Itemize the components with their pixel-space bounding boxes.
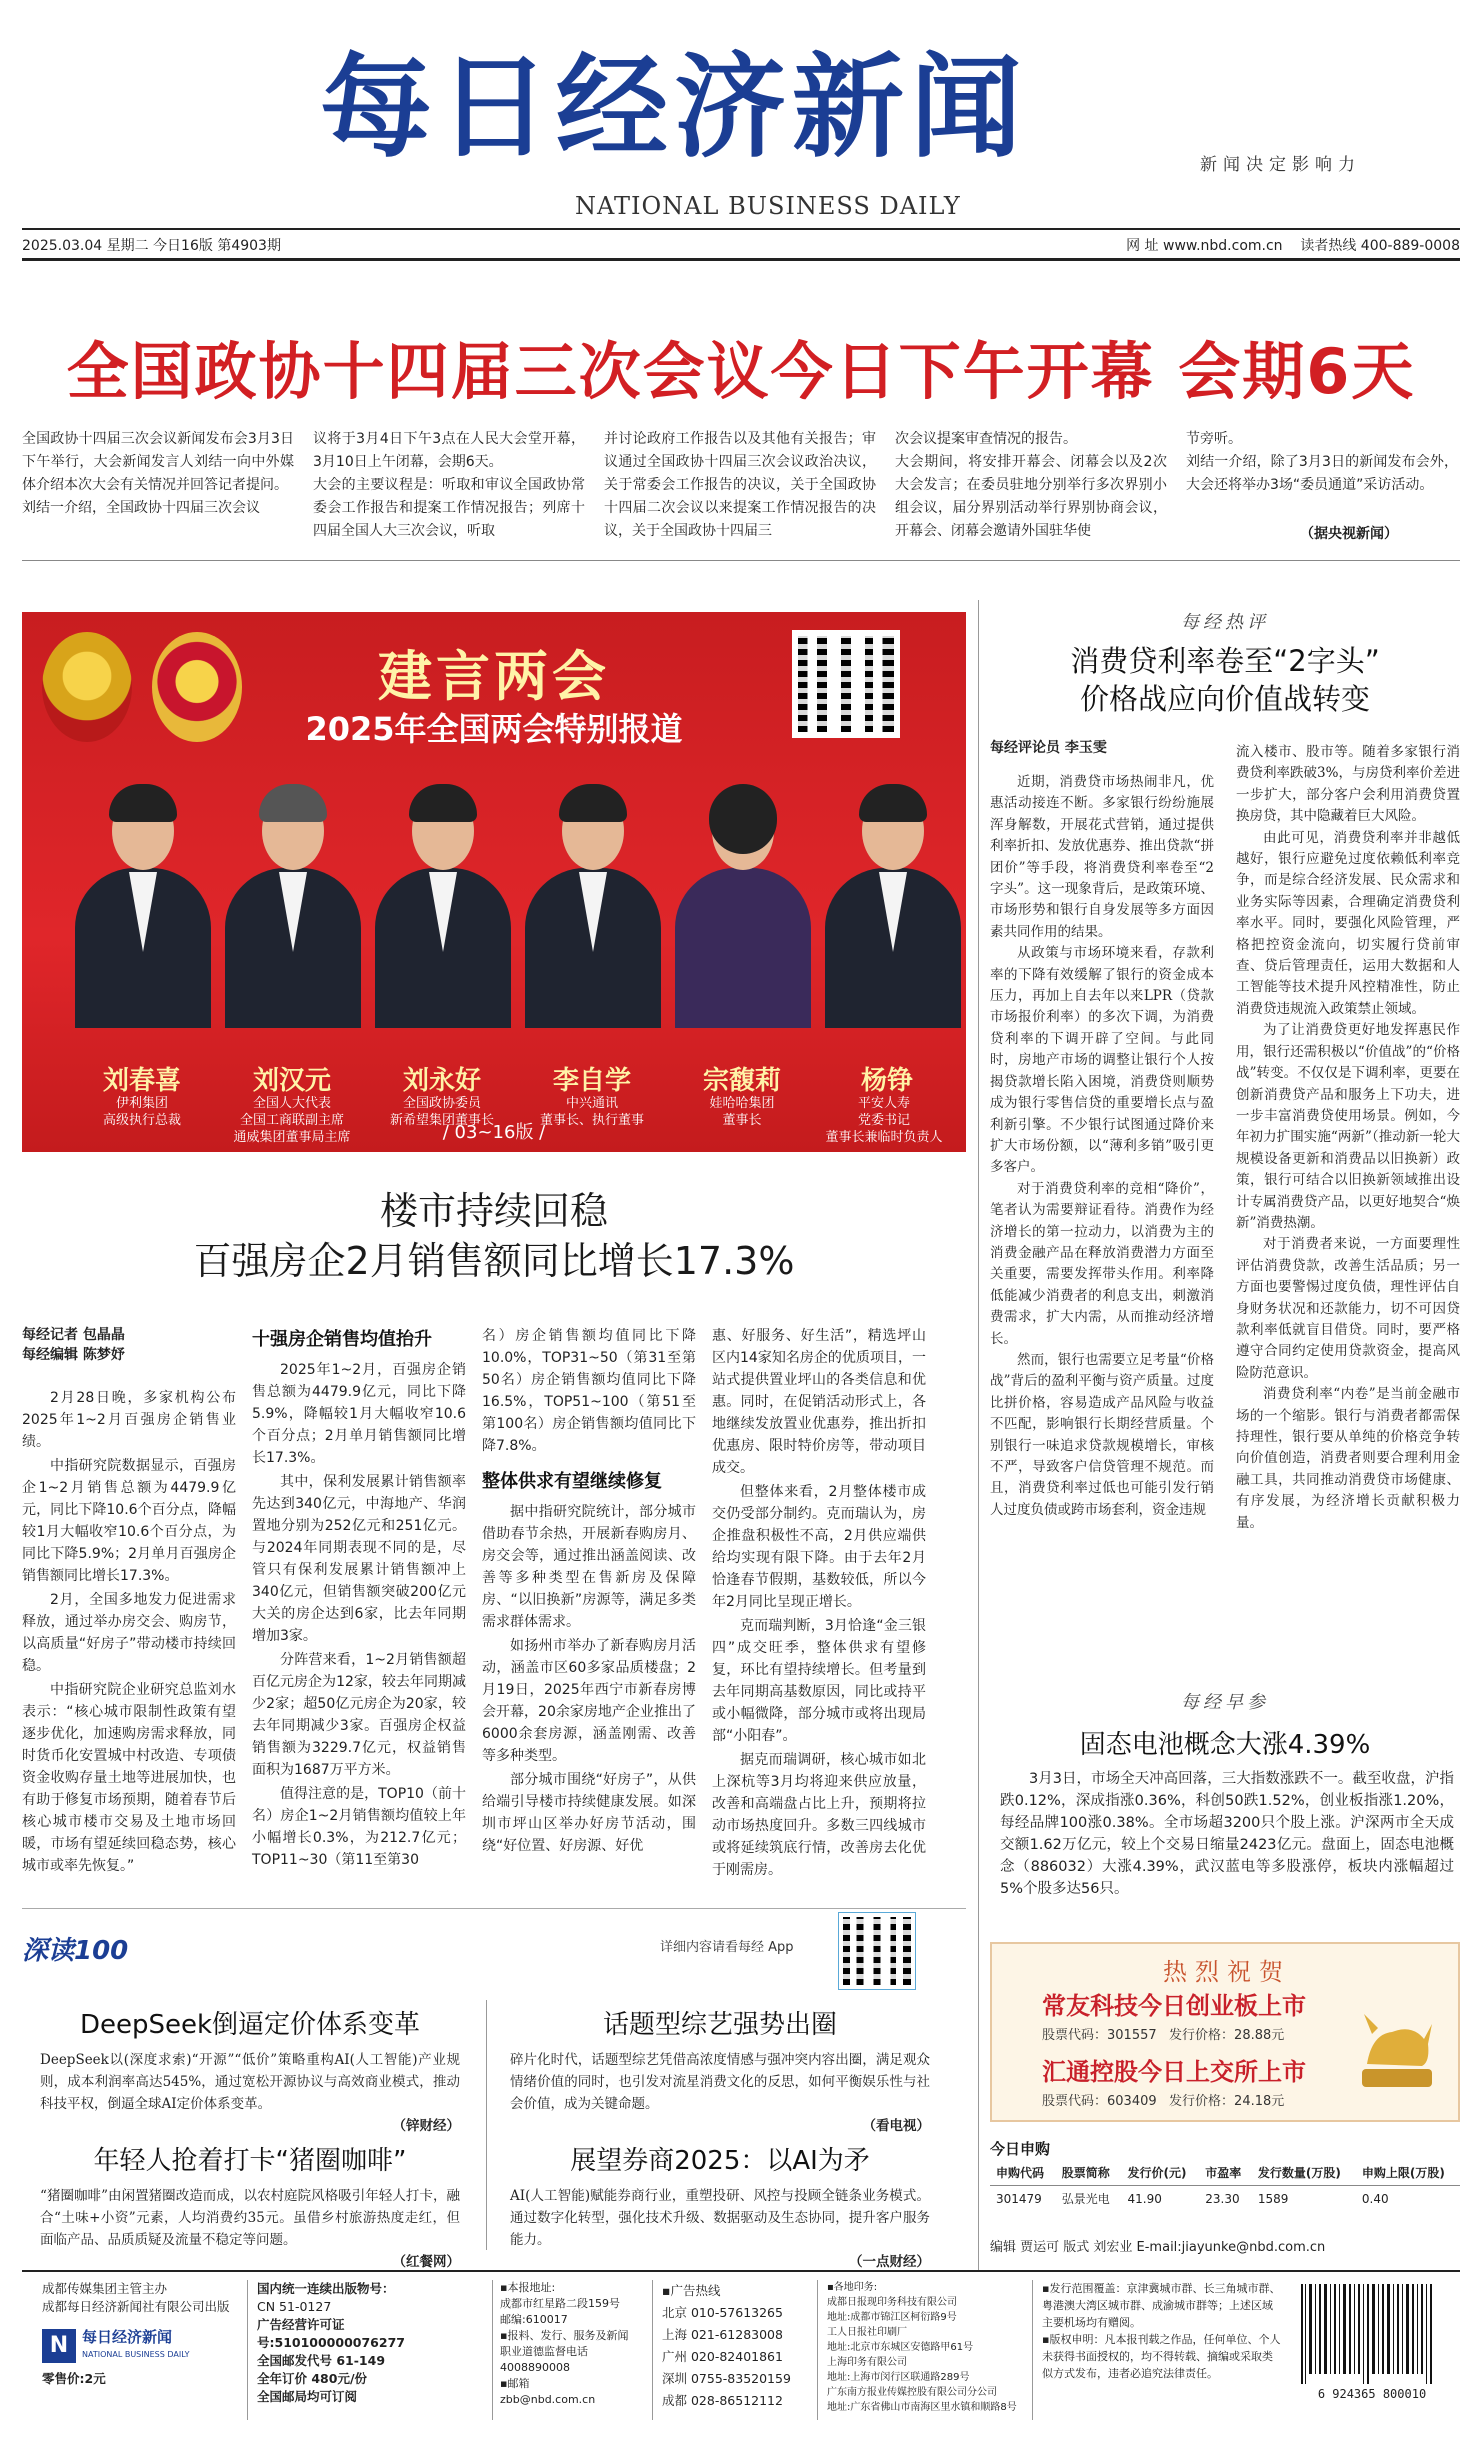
paragraph: 2月，全国多地发力促进需求释放，通过举办房交会、购房节，以高质量“好房子”带动楼市持续回稳。 [22, 1592, 236, 1674]
footer-line: 广告经营许可证号:510100000076277 [257, 2317, 405, 2350]
footer-line: 深圳 0755-83520159 [662, 2371, 791, 2386]
footer-price: 零售价:2元 [42, 2371, 106, 2386]
paragraph: 中指研究院数据显示，百强房企1~2月销售总额为4479.9亿元，同比下降10.6个百分点，降幅较1月大幅收窄10.6个百分点，为同比下降5.9%；2月单月百强房企销售额同比增长17.3%。 [22, 1458, 236, 1584]
person-org: 平安人寿 党委书记 董事长兼临时负责人 [825, 1096, 943, 1145]
person-name: 李自学 [552, 1066, 631, 1096]
footer-email[interactable]: zbb@nbd.com.cn [500, 2393, 596, 2406]
stock-code: 股票代码：603409 [1042, 2094, 1157, 2109]
shendu-item-4[interactable] [510, 2140, 930, 2273]
masthead-title: 每日经济新闻 [320, 42, 1028, 173]
footer-line: 广州 020-82401861 [662, 2349, 783, 2364]
promo-banner[interactable] [22, 612, 966, 1152]
ipo-table-wrap [990, 2160, 1460, 2211]
lead-col-3: 并讨论政府工作报告以及其他有关报告；审议通过全国政协十四届三次会议政治决议，关于常委会工作报告的决议，关于全国政协十四届二次会议以来提案工作情况报告的决议，关于全国政协十四届三 [604, 431, 876, 539]
footer-printing [827, 2280, 1027, 2415]
person-photo [517, 772, 667, 1062]
website[interactable]: 网 址 www.nbd.com.cn [1126, 238, 1283, 254]
byline-editor: 每经编辑 陈梦妤 [22, 1347, 125, 1363]
person-photo [67, 772, 217, 1062]
stock-price: 发行价格：24.18元 [1169, 2094, 1285, 2109]
lead-col-2: 议将于3月4日下午3点在人民大会堂开幕，3月10日上午闭幕，会期6天。 大会的主要议程是：听取和审议全国政协常委会工作报告和提案工作情况报告；列席十四届全国人大三次会议，听取 [313, 431, 585, 539]
header-rule [22, 228, 1460, 230]
ipo-header: 申购上限(万股) [1356, 2160, 1460, 2186]
footer-line: 全国邮发代号 61-149 [257, 2353, 386, 2368]
footer-line: ▪邮箱 [500, 2377, 530, 2390]
footer-line: 全国邮局均可订阅 [257, 2389, 358, 2404]
stock-ad-item1-title: 常友科技今日创业板上市 [1042, 1992, 1306, 2020]
footer-line: 工人日报社印刷厂 [827, 2327, 907, 2338]
property-col-4 [712, 1325, 926, 1883]
morning-label: 每经早参 [1181, 1692, 1269, 1713]
person-name: 刘春喜 [102, 1066, 181, 1096]
barcode-icon [1297, 2284, 1447, 2404]
person-photo [817, 772, 957, 1062]
stock-ad-item2-info [1042, 2090, 1284, 2109]
person-name: 刘汉元 [252, 1066, 331, 1096]
shendu-item-2[interactable] [510, 2004, 930, 2137]
shendu-item-source: （看电视） [862, 2118, 930, 2134]
footer-line: 职业道德监督电话 [500, 2345, 588, 2358]
person-name: 刘永好 [402, 1066, 481, 1096]
lead-source: （据央视新闻） [1300, 526, 1398, 542]
site-info [1126, 235, 1460, 255]
stock-ad-item2-title: 汇通控股今日上交所上市 [1042, 2058, 1306, 2086]
footer-ad-hotline [662, 2280, 812, 2412]
morning-title[interactable]: 固态电池概念大涨4.39% [1079, 1730, 1371, 1760]
shendu-item-body: DeepSeek以(深度求索)“开源”“低价”策略重构AI(人工智能)产业规则，成本利润率高达545%，通过宽松开源协议与高效商业模式，推动科技平权，倒逼全球AI定价体系变革。 [40, 2052, 460, 2112]
footer-line: 地址:上海市闵行区联通路289号 [827, 2372, 970, 2383]
footer-line: 地址:成都市锦江区柯衍路9号 [827, 2312, 957, 2323]
commentary-label: 每经热评 [1181, 612, 1269, 633]
shendu-item-body: AI(人工智能)赋能券商行业，重塑投研、风控与投顾全链条业务模式。通过数字化转型，强化技术升级、数据驱动及生态协同，提升客户服务能力。 [510, 2188, 930, 2248]
commentary-title[interactable] [990, 642, 1460, 718]
paragraph: 值得注意的是，TOP10（前十名）房企1~2月销售额均值较上年小幅增长0.3%，为212.7亿元；TOP11~30（第11至第30 [252, 1786, 466, 1868]
footer-line: CN 51-0127 [257, 2299, 332, 2314]
footer-line: ▪版权申明：凡本报刊载之作品，任何单位、个人未获得书面授权的，均不得转载、摘编或采取类似方式发布，违者必追究法律责任。 [1042, 2333, 1281, 2380]
title-line: 消费贷利率卷至“2字头” [1070, 644, 1380, 678]
paragraph: 近期，消费贷市场热闹非凡，优惠活动接连不断。多家银行纷纷施展浑身解数，开展花式营销，通过提供利率折扣、发放优惠券、推出贷款“拼团价”等手段，将消费贷利率卷至“2字头”。这一现象背后，是政策环境、市场形势和银行自身发展等多方面因素共同作用的结果。 [990, 774, 1214, 940]
lead-col-5: 节旁听。 刘结一介绍，除了3月3日的新闻发布会外，大会还将举办3场“委员通道”采访活动。 [1186, 431, 1458, 493]
paragraph: 部分城市围绕“好房子”，从供给端引导楼市持续健康发展。如深圳市坪山区举办好房节活动，围绕“好位置、好房源、好优 [482, 1772, 696, 1854]
paragraph: 如扬州市举办了新春购房月活动，涵盖市区60多家品质楼盘；2月19日，2025年西宁市新春房博会开幕，20余家房地产企业推出了6000余套房源，涵盖刚需、改善等多种类型。 [482, 1638, 696, 1764]
footer-divider [247, 2280, 248, 2420]
ipo-cell: 1589 [1257, 2191, 1289, 2206]
promo-qr-code-icon[interactable] [792, 630, 900, 738]
ipo-cell: 301479 [996, 2191, 1042, 2206]
lead-col-1: 全国政协十四届三次会议新闻发布会3月3日下午举行，大会新闻发言人刘结一向中外媒体介绍本次大会有关情况并回答记者提问。 刘结一介绍，全国政协十四届三次会议 [22, 431, 294, 516]
footer-logo-en: NATIONAL BUSINESS DAILY [82, 2350, 190, 2359]
footer-line: ▪报料、发行、服务及新闻 [500, 2329, 629, 2342]
shendu-item-title: DeepSeek倒逼定价体系变革 [79, 2010, 421, 2040]
hotline: 读者热线 400-889-0008 [1300, 238, 1460, 254]
shendu-item-source: （锌财经） [392, 2118, 460, 2134]
byline-reporter: 每经记者 包晶晶 [22, 1327, 125, 1343]
person-photo [367, 772, 517, 1062]
ipo-header: 股票简称 [1056, 2160, 1122, 2186]
shendu-item-source: （一点财经） [849, 2254, 930, 2270]
morning-body: 3月3日，市场全天冲高回落，三大指数涨跌不一。截至收盘，沪指跌0.12%，深成指涨0.36%，科创50跌1.52%，创业板指涨1.20%，每经品牌100涨0.38%。全市场超3200只个股上涨。沪深两市全天成交额1.62万亿元，较上个交易日缩量2423亿元。盘面上，固态电池概念（886032）大涨4.39%，武汉蓝电等多股涨停，板块内涨幅超过5%个股多达56只。 [1000, 1771, 1454, 1897]
property-article-title[interactable] [22, 1186, 966, 1286]
footer-divider [817, 2280, 818, 2420]
ipo-cell: 23.30 [1205, 2191, 1240, 2206]
footer-line: 成都 028-86512112 [662, 2393, 783, 2408]
paragraph: 分阵营来看，1~2月销售额超百亿元房企为12家，较去年同期减少2家；超50亿元房企为20家，较去年同期减少3家。百强房企权益销售额为3229.7亿元，权益销售面积为1687万平方米。 [252, 1652, 466, 1778]
shendu-item-title: 年轻人抢着打卡“猪圈咖啡” [93, 2146, 407, 2176]
paragraph: 从政策与市场环境来看，存款利率的下降有效缓解了银行的资金成本压力，再加上自去年以来LPR（贷款市场报价利率）的多次下调，为消费贷利率的下调开辟了空间。与此同时，房地产市场的调整让银行个人按揭贷款增长陷入困境，消费贷则顺势成为银行零售信贷的重要增长点与盈利新引擎。不少银行试图通过降价来扩大市场份额，以“薄利多销”吸引更多客户。 [990, 945, 1214, 1176]
shendu-item-3[interactable] [40, 2140, 460, 2273]
footer-divider [492, 2280, 493, 2420]
shendu-item-1[interactable] [40, 2004, 460, 2137]
footer-logo [42, 2328, 242, 2364]
paragraph: 由此可见，消费贷利率并非越低越好，银行应避免过度依赖低利率竞争，而是综合经济发展、民众需求和业务实际等因素，合理确定消费贷利率水平。同时，要强化风险管理，严格把控资金流向，切实履行贷前审查、贷后管理责任，运用大数据和人工智能等技术提升风控精准性，防止消费贷违规流入政策禁止领域。 [1236, 829, 1460, 1017]
golden-bull-icon [1352, 1984, 1442, 2094]
paragraph: 对于消费者来说，一方面要理性评估消费贷款，改善生活品质；另一方面也要警惕过度负债，理性评估自身财务状况和还款能力，切不可因贷款利率低就盲目借贷。同时，要严格遵守合同约定使用贷款资金，提高风险防范意识。 [1236, 1236, 1460, 1381]
commentary-author: 每经评论员 李玉雯 [990, 740, 1107, 756]
property-col-2 [252, 1325, 466, 1873]
footer-line: ▪各地印务: [827, 2282, 878, 2293]
subhead: 整体供求有望继续修复 [482, 1471, 662, 1492]
footer-line: 上海 021-61283008 [662, 2327, 783, 2342]
barcode-number: 6 924365 800010 [1317, 2387, 1427, 2401]
paragraph: 为了让消费贷更好地发挥惠民作用，银行还需积极以“价值战”的“价格战”转变。不仅仅是下调利率，更要在创新消费贷产品和服务上下功夫，进一步丰富消费贷使用场景。例如，今年初力扩围实施“两新”（推动新一轮大规模设备更新和消费品以旧换新）政策，银行可结合以旧换新领域推出设计专属消费贷产品，以更好地契合“焕新”消费热潮。 [1236, 1022, 1460, 1231]
issue-info: 2025.03.04 星期二 今日16版 第4903期 [22, 238, 281, 254]
footer-line: ▪发行范围覆盖：京津冀城市群、长三角城市群、粤港澳大湾区城市群、成渝城市群等；上述区域主要机场均有赠阅。 [1042, 2282, 1281, 2329]
footer [22, 2270, 1460, 2430]
footer-line: 北京 010-57613265 [662, 2305, 783, 2320]
paragraph: 对于消费贷利率的竞相“降价”，笔者认为需要辩证看待。消费作为经济增长的第一拉动力，以消费为主的消费金融产品在释放消费潜力方面至关重要，需要发挥带头作用。利率降低能减少消费者的利息支出，刺激消费需求，扩大内需，从而推动经济增长。 [990, 1180, 1214, 1347]
promo-title: 建言两会 [378, 644, 610, 708]
shendu-item-title: 展望券商2025：以AI为矛 [570, 2146, 870, 2176]
footer-line: ▪广告热线 [662, 2283, 721, 2298]
paragraph: 但整体来看，2月整体楼市成交仍受部分制约。克而瑞认为，房企推盘积极性不高，2月供应端供给均实现有限下降。由于去年2月恰逢春节假期，基数较低，所以今年2月同比呈现正增长。 [712, 1484, 926, 1610]
subhead: 十强房企销售均值抬升 [252, 1329, 432, 1350]
stock-ad-item1-info [1042, 2024, 1284, 2043]
app-qr-code-icon[interactable] [838, 1912, 916, 1990]
footer-line: 成都市红星路二段159号 [500, 2297, 620, 2310]
shendu-logo: 深读100 [22, 1936, 129, 1966]
person-photo [217, 772, 367, 1062]
shendu-more[interactable]: 详细内容请看每经 App [660, 1940, 794, 1955]
stock-ad-title: 热烈祝贺 [1163, 1958, 1291, 1986]
title-line: 楼市持续回稳 [379, 1189, 608, 1233]
ipo-header: 发行价(元) [1122, 2160, 1200, 2186]
ipo-editors: 编辑 贾运可 版式 刘宏业 E-mail:jiayunke@nbd.com.cn [990, 2240, 1326, 2255]
paragraph: 中指研究院企业研究总监刘水表示：“核心城市限制性政策有望逐步优化，加速购房需求释放，同时货币化安置城中村改造、专项债资金收购存量土地等进展加快，也有助于修复市场预期，随着春节后核心城市楼市交易及土地市场回暖，市场有望延续回稳态势，核心城市或率先恢复。” [22, 1682, 236, 1874]
stock-price: 发行价格：28.88元 [1169, 2028, 1285, 2043]
footer-line: 国内统一连续出版物号： [257, 2281, 395, 2296]
promo-pages[interactable]: / 03~16版 / [442, 1122, 546, 1143]
footer-line: 广东南方报业传媒控股有限公司分公司 [827, 2387, 997, 2398]
ipo-title: 今日申购 [990, 2140, 1051, 2158]
footer-line: 邮编:610017 [500, 2313, 568, 2326]
masthead-slogan: 新闻决定影响力 [1200, 155, 1361, 175]
paragraph: 克而瑞判断，3月恰逢“金三银四”成交旺季，整体供求有望修复，环比有望持续增长。但考量到去年同期高基数原因，同比或持平或小幅微降，部分城市或将出现局部“小阳春”。 [712, 1618, 926, 1744]
column-divider [978, 600, 979, 2270]
paragraph: 名）房企销售额均值同比下降10.0%，TOP31~50（第31至第50名）房企销售额均值同比下降16.5%，TOP51~100（第51至第100名）房企销售额均值同比下降7.8%。 [482, 1328, 696, 1454]
ipo-cell: 0.40 [1361, 2191, 1389, 2206]
ipo-cell: 弘景光电 [1061, 2192, 1110, 2206]
person-org: 全国政协委员 新希望集团董事长 [389, 1096, 494, 1128]
paragraph: 其中，保利发展累计销售额率先达到340亿元，中海地产、华润置地分别为252亿元和251亿元。与2024年同期表现不同的是，尽管只有保利发展累计销售额冲上340亿元，但销售额突破200亿元大关的房企达到6家，比去年同期增加3家。 [252, 1474, 466, 1644]
person-name: 宗馥莉 [702, 1066, 781, 1096]
stock-ad[interactable] [990, 1942, 1460, 2122]
property-col-3 [482, 1325, 696, 1859]
paragraph: 消费贷利率“内卷”是当前金融市场的一个缩影。银行与消费者都需保持理性，银行要从单纯的价格竞争转向价值创造，消费者则要合理利用金融工具，共同推动消费贷市场健康、有序发展，为经济增长贡献积极力量。 [1236, 1386, 1460, 1531]
ipo-header: 申购代码 [990, 2160, 1056, 2186]
commentary-col-2 [1236, 742, 1460, 1534]
shendu-item-body: “猪圈咖啡”由闲置猪圈改造而成，以农村庭院风格吸引年轻人打卡，融合“土味+小资”元素，人均消费约35元。虽借乡村旅游热度走红，但面临产品、品质质疑及流量不稳定等问题。 [40, 2188, 460, 2248]
property-col-1 [22, 1325, 236, 1879]
footer-logo-cn: 每日经济新闻 [82, 2328, 173, 2346]
person-org: 娃哈哈集团 董事长 [709, 1096, 775, 1128]
footer-line: 地址:北京市东城区安德路甲61号 [827, 2342, 974, 2353]
commentary-col-1 [990, 772, 1214, 1521]
shendu-divider [486, 2000, 487, 2250]
footer-line: ▪本报地址: [500, 2281, 556, 2294]
shendu-item-body: 碎片化时代，话题型综艺凭借高浓度情感与强冲突内容出圈，满足观众情绪价值的同时，也引发对流星消费文化的反思，如何平衡娱乐性与社会价值，成为关键命题。 [510, 2052, 930, 2112]
person-org: 全国人大代表 全国工商联副主席 通威集团董事局主席 [233, 1096, 351, 1145]
stock-code: 股票代码：301557 [1042, 2028, 1157, 2043]
table-row [990, 2186, 1460, 2212]
person-photo [667, 772, 817, 1062]
paragraph: 然而，银行也需要立足考量“价格战”背后的盈利平衡与资产质量。过度比拼价格，容易造成产品风险与收益不匹配，影响银行长期经营质量。个别银行一味追求贷款规模增长，审核不严，导致客户信贷管理不规范。而且，消费贷利率过低也可能引发行销人过度负债或跨市场套利，资金违规 [990, 1351, 1214, 1518]
person-name: 杨铮 [860, 1066, 913, 1096]
main-headline[interactable]: 全国政协十四届三次会议今日下午开幕 会期6天 [66, 335, 1416, 408]
footer-line: 成都每日经济新闻社有限公司出版 [42, 2299, 230, 2314]
paragraph: 流入楼市、股市等。随着多家银行消费贷利率跌破3%，与房贷利率价差进一步扩大，部分客户会利用消费贷置换房贷，其中隐藏着巨大风险。 [1236, 744, 1460, 825]
footer-line: 成都日报现印务科技有限公司 [827, 2297, 957, 2308]
paragraph: 2025年1~2月，百强房企销售总额为4479.9亿元，同比下降5.9%，降幅较1月大幅收窄10.6个百分点；2月单月销售额同比增长17.3%。 [252, 1362, 466, 1466]
footer-line: 4008890008 [500, 2361, 570, 2374]
shendu-item-source: （红餐网） [392, 2254, 460, 2270]
footer-line: 地址:广东省佛山市南海区里水镇和顺路8号 [827, 2402, 1017, 2413]
shendu-rule [22, 1908, 966, 1909]
header-rule-thick [22, 258, 1460, 261]
footer-registration [257, 2280, 477, 2406]
person-org: 伊利集团 高级执行总裁 [102, 1096, 181, 1128]
masthead-english: NATIONAL BUSINESS DAILY [575, 192, 961, 220]
footer-notice [1042, 2280, 1282, 2382]
ipo-header: 市盈率 [1199, 2160, 1252, 2186]
paragraph: 惠、好服务、好生活”，精选坪山区内14家知名房企的优质项目，一站式提供置业坪山的各类信息和优惠。同时，在促销活动形式上，各地继续发放置业优惠券，推出折扣优惠房、限时特价房等，带动项目成交。 [712, 1328, 926, 1476]
footer-line: 上海印务有限公司 [827, 2357, 907, 2368]
footer-divider [1032, 2280, 1033, 2420]
title-line: 价格战应向价值战转变 [1079, 682, 1370, 716]
ipo-header: 发行数量(万股) [1252, 2160, 1356, 2186]
ipo-table [990, 2160, 1460, 2211]
title-line: 百强房企2月销售额同比增长17.3% [193, 1239, 795, 1283]
footer-address [500, 2280, 650, 2408]
footer-line: 成都传媒集团主管主办 [42, 2281, 168, 2296]
ipo-cell: 41.90 [1127, 2191, 1162, 2206]
footer-line: 全年订价 480元/份 [257, 2371, 368, 2386]
promo-subtitle: 2025年全国两会特别报道 [305, 710, 683, 748]
paragraph: 据克而瑞调研，核心城市如北上深杭等3月均将迎来供应放量，改善和高端盘占比上升，预期将拉动市场热度回升。多数三四线城市或将延续筑底行情，改善房去化优于刚需房。 [712, 1752, 926, 1878]
footer-divider [652, 2280, 653, 2420]
paragraph: 2月28日晚，多家机构公布2025年1~2月百强房企销售业绩。 [22, 1390, 236, 1450]
lead-rule [22, 560, 1460, 561]
lead-col-4: 次会议提案审查情况的报告。 大会期间，将安排开幕会、闭幕会以及2次大会发言；在委员驻地分别举行多次界别小组会议，届分界别活动举行界别协商会议，开幕会、闭幕会邀请外国驻华使 [895, 431, 1167, 539]
shendu-item-title: 话题型综艺强势出圈 [602, 2010, 837, 2040]
paragraph: 据中指研究院统计，部分城市借助春节余热，开展新春购房月、房交会等，通过推出涵盖阅读、改善等多种类型在售新房及保障房、“以旧换新”房源等，满足多类需求群体需求。 [482, 1504, 696, 1630]
person-org: 中兴通讯 董事长、执行董事 [539, 1096, 644, 1128]
footer-publisher [42, 2280, 242, 2388]
nbd-logo-icon: N [42, 2329, 76, 2363]
